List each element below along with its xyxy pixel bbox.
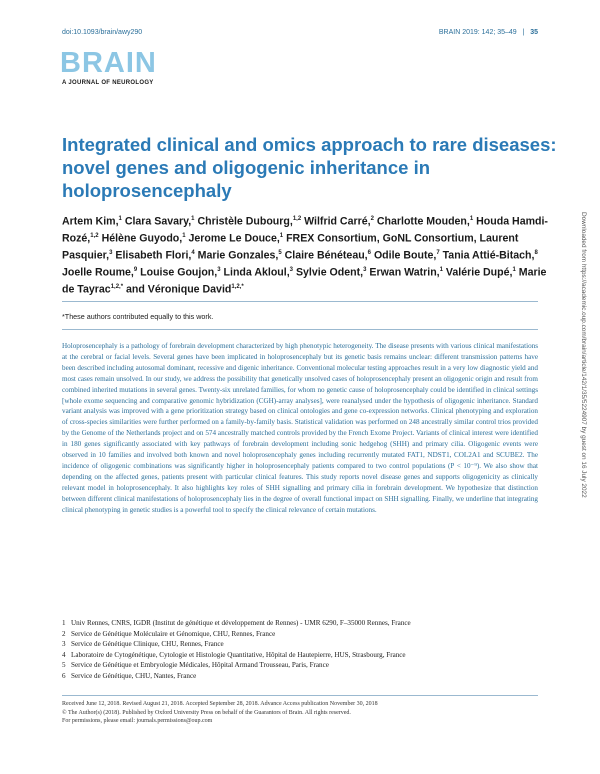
- author-affiliation-marker: 5: [278, 250, 282, 257]
- author-name: Jerome Le Douce,: [188, 232, 280, 245]
- author-affiliation-marker: 3: [109, 250, 113, 257]
- author-name: Claire Bénéteau,: [284, 249, 368, 262]
- author-affiliation-marker: 1: [279, 233, 284, 240]
- author-affiliation-marker: 1: [118, 216, 122, 222]
- author-affiliation-marker: 1,2: [90, 233, 99, 240]
- author-name: Elisabeth Flori,: [115, 249, 192, 262]
- affiliation-text: Service de Génétique Moléculaire et Génomique, CHU, Rennes, France: [71, 629, 276, 638]
- author-name: Tania Attié-Bitach,: [442, 249, 535, 262]
- author-affiliation-marker: 1,2,*: [110, 284, 124, 291]
- author-affiliation-marker: 9: [133, 267, 138, 274]
- author-affiliation-marker: 1: [439, 267, 443, 274]
- copyright-line: © The Author(s) (2018). Published by Oxford University Press on behalf of the Guarantors of Brain. All rights reserved.: [62, 709, 351, 716]
- author-affiliation-marker: 1,2,*: [231, 284, 244, 291]
- author-name: Charlotte Mouden,: [376, 215, 470, 228]
- affiliation-item: [62, 639, 532, 650]
- divider: [62, 329, 538, 330]
- author-affiliation-marker: 2: [370, 216, 374, 222]
- author-name: Joelle Roume,: [62, 266, 134, 279]
- affiliation-text: Service de Génétique et Embryologie Médicales, Hôpital Armand Trousseau, Paris, France: [71, 661, 329, 669]
- affiliation-number: 4: [62, 650, 66, 659]
- author-name: Christèle Dubourg,: [197, 215, 293, 228]
- divider: [62, 301, 538, 302]
- author-name: Louise Goujon,: [140, 266, 218, 279]
- author-affiliation-marker: 3: [363, 267, 367, 274]
- article-footer: [62, 700, 538, 726]
- author-name: Laurent Pasquier,: [62, 232, 519, 262]
- author-name: Artem Kim,: [62, 215, 119, 228]
- article-title: Integrated clinical and omics approach to rare diseases: novel genes and oligogenic inheritance in holoprosencephaly: [62, 134, 557, 201]
- affiliation-text: Service de Génétique, CHU, Nantes, France: [71, 671, 197, 680]
- author-affiliation-marker: 1: [469, 216, 474, 222]
- affiliation-text: Laboratoire de Cytogénétique, Cytologie et Histologie Quantitative, Hôpital de Hautepierre, HUS, Strasbourg, France: [71, 650, 406, 659]
- affiliation-list: [62, 618, 532, 681]
- author-name: Marie Gonzales,: [197, 249, 279, 262]
- author-affiliation-marker: 1: [191, 216, 195, 222]
- author-name: Odile Boute,: [373, 249, 437, 262]
- author-affiliation-marker: 6: [367, 250, 371, 257]
- author-name: Erwan Watrin,: [369, 266, 440, 279]
- journal-logo: BRAIN: [60, 47, 157, 79]
- affiliation-number: 5: [62, 661, 66, 669]
- download-notice: Downloaded from https://academic.oup.com/brain/article/142/1/35/5224907 by guest on 16 July 2022: [580, 212, 587, 498]
- affiliation-number: 1: [62, 619, 66, 627]
- affiliation-text: Service de Génétique Clinique, CHU, Rennes, France: [71, 640, 224, 648]
- received-dates: Received June 12, 2018. Revised August 21, 2018. Accepted September 28, 2018. Advance Access publication November 30, 2018: [62, 701, 378, 707]
- author-name: Wilfrid Carré,: [304, 215, 371, 228]
- affiliation-item: [62, 671, 532, 682]
- page-number: 35: [530, 29, 538, 36]
- citation-text: BRAIN 2019: 142; 35–49: [438, 29, 517, 36]
- author-name: Houda Hamdi-Rozé,: [62, 215, 548, 245]
- abstract: Holoprosencephaly is a pathology of forebrain development characterized by high phenotypic heterogeneity. The disease presents with various clinical manifestations at the cerebral or facial levels. Several genes have been implicated in holoprosencephaly but its genetic basis remains unclear: different transmission patterns have been described including autosomal dominant, recessive and digenic inheritance. Conventional molecular testing approaches result in a very low diagnostic yield and most cases remain unsolved. In our study, we address the possibility that genetically unsolved cases of holoprosencephaly present an oligogenic origin and result from combined inherited mutations in several genes. Twenty-six unrelated families, for whom no genetic cause of holoprosencephaly could be identified in clinical settings [whole exome sequencing and comparative genomic hybridization (CGH)-array analyses], were reanalysed under the hypothesis of oligogenic inheritance. Standard variant analysis was improved with a gene prioritization strategy based on clinical ontologies and gene co-expression networks. Clinical phenotyping and exploration of cross-species similarities were further performed on a family-by-family basis. Statistical validation was performed on 248 ancestrally similar control trios provided by the Genome of the Netherlands project and on 574 ancestrally matched controls provided by the French Exome Project. Variants of clinical interest were identified in 180 genes significantly associated with key pathways of forebrain development including sonic hedgehog (SHH) and primary cilia. Oligogenic events were observed in 10 families and involved both known and novel holoprosencephaly genes including recurrently mutated FAT1, NDST1, COL2A1 and SCUBE2. The incidence of oligogenic combinations was significantly higher in holoprosencephaly patients compared to two control populations (P < 10⁻⁹). We also show that depending on the affected genes, patients present with particular clinical features. This study reports novel disease genes and supports oligogenicity as clinically relevant model in holoprosencephaly. It also highlights key roles of SHH signalling and primary cilia in forebrain development. We hypothesize that distinction between different clinical manifestations of holoprosencephaly lies in the degree of overall functional impact on SHH signalling. Finally, we underline that integrating clinical phenotyping in genetic studies is a powerful tool to specify the clinical relevance of certain mutations.: [62, 342, 538, 514]
- author-affiliation-marker: 1: [182, 233, 186, 240]
- author-name: Hélène Guyodo,: [101, 232, 183, 245]
- author-name: and Véronique David: [125, 283, 232, 296]
- author-name: FREX Consortium, GoNL Consortium,: [286, 232, 477, 245]
- author-affiliation-marker: 1: [512, 267, 516, 274]
- author-affiliation-marker: 1,2: [292, 216, 302, 222]
- affiliation-item: [62, 629, 532, 640]
- author-list: [62, 212, 552, 297]
- affiliation-number: 2: [62, 629, 66, 638]
- affiliation-number: 6: [62, 671, 66, 680]
- affiliation-item: [62, 660, 532, 671]
- author-name: Clara Savary,: [124, 215, 192, 228]
- author-name: Linda Akloul,: [223, 266, 290, 279]
- author-name: Valérie Dupé,: [445, 266, 513, 279]
- author-affiliation-marker: 3: [289, 267, 293, 274]
- author-affiliation-marker: 3: [217, 267, 221, 274]
- affiliation-item: [62, 618, 532, 629]
- author-name: Marie de Tayrac: [62, 266, 547, 296]
- citation-header: BRAIN 2019: 142; 35–49 | 35: [438, 29, 538, 36]
- doi-link[interactable]: doi:10.1093/brain/awy290: [62, 29, 143, 36]
- divider: [62, 695, 538, 696]
- affiliation-number: 3: [62, 640, 66, 648]
- author-affiliation-marker: 7: [436, 250, 440, 257]
- journal-subtitle: A JOURNAL OF NEUROLOGY: [62, 80, 154, 86]
- permissions-line: For permissions, please email: journals.permissions@oup.com: [62, 718, 213, 725]
- equal-contribution-note: *These authors contributed equally to this work.: [62, 312, 214, 321]
- affiliation-item: [62, 650, 532, 661]
- author-name: Sylvie Odent,: [295, 266, 364, 279]
- author-affiliation-marker: 8: [534, 250, 538, 257]
- affiliation-text: Univ Rennes, CNRS, IGDR (Institut de génétique et développement de Rennes) - UMR 6290, F–35000 Rennes, France: [71, 619, 411, 627]
- author-affiliation-marker: 4: [191, 250, 195, 257]
